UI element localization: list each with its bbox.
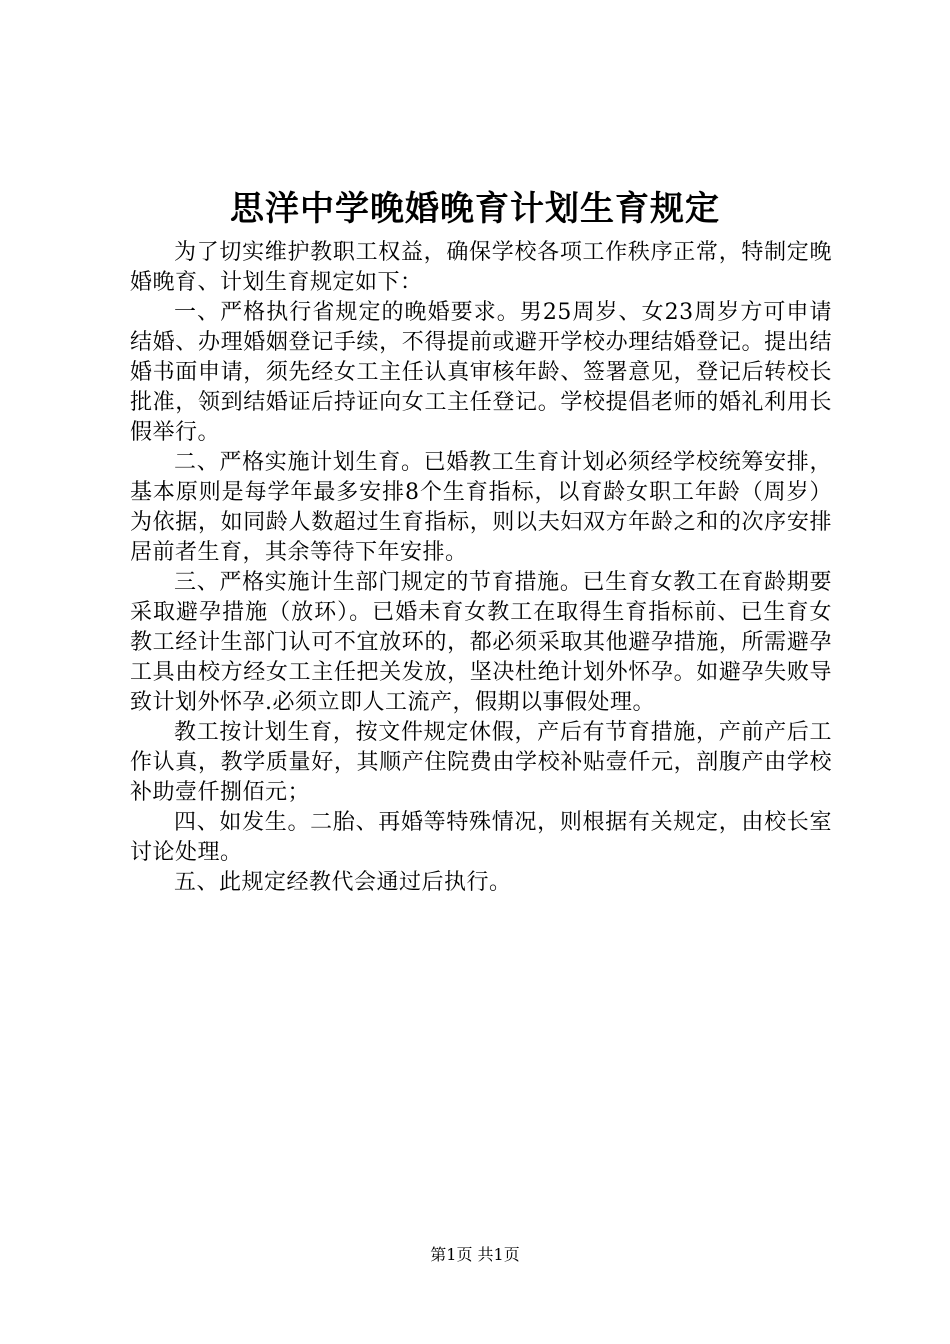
- document-body: [130, 238, 832, 898]
- paragraph-late-marriage: 一、严格执行省规定的晚婚要求。男25周岁、女23周岁方可申请结婚、办理婚姻登记手续，不得提前或避开学校办理结婚登记。提出结婚书面申请，须先经女工主任认真审核年龄、签署意见，登记后转校长批准，领到结婚证后持证向女工主任登记。学校提倡老师的婚礼利用长假举行。: [130, 300, 832, 445]
- paragraph-family-planning: 二、严格实施计划生育。已婚教工生育计划必须经学校统筹安排，基本原则是每学年最多安排8个生育指标，以育龄女职工年龄（周岁）为依据，如同龄人数超过生育指标，则以夫妇双方年龄之和的次序安排居前者生育，其余等待下年安排。: [130, 450, 832, 565]
- paragraph-special-cases: 四、如发生。二胎、再婚等特殊情况，则根据有关规定，由校长室讨论处理。: [130, 810, 832, 865]
- document-title: 思洋中学晚婚晚育计划生育规定: [230, 189, 720, 229]
- page-number-footer: 第1页 共1页: [430, 1245, 520, 1264]
- paragraph-contraception: 三、严格实施计生部门规定的节育措施。已生育女教工在育龄期要采取避孕措施（放环）。已婚未育女教工在取得生育指标前、已生育女教工经计生部门认可不宜放环的，都必须采取其他避孕措施，所需避孕工具由校方经女工主任把关发放，坚决杜绝计划外怀孕。如避孕失败导致计划外怀孕.必须立即人工流产，假期以事假处理。: [130, 570, 832, 715]
- paragraph-intro: 为了切实维护教职工权益，确保学校各项工作秩序正常，特制定晚婚晚育、计划生育规定如下：: [130, 240, 832, 295]
- paragraph-effective: 五、此规定经教代会通过后执行。: [174, 870, 512, 895]
- paragraph-maternity-subsidy: 教工按计划生育，按文件规定休假，产后有节育措施，产前产后工作认真，教学质量好，其顺产住院费由学校补贴壹仟元，剖腹产由学校补助壹仟捌佰元；: [130, 720, 832, 805]
